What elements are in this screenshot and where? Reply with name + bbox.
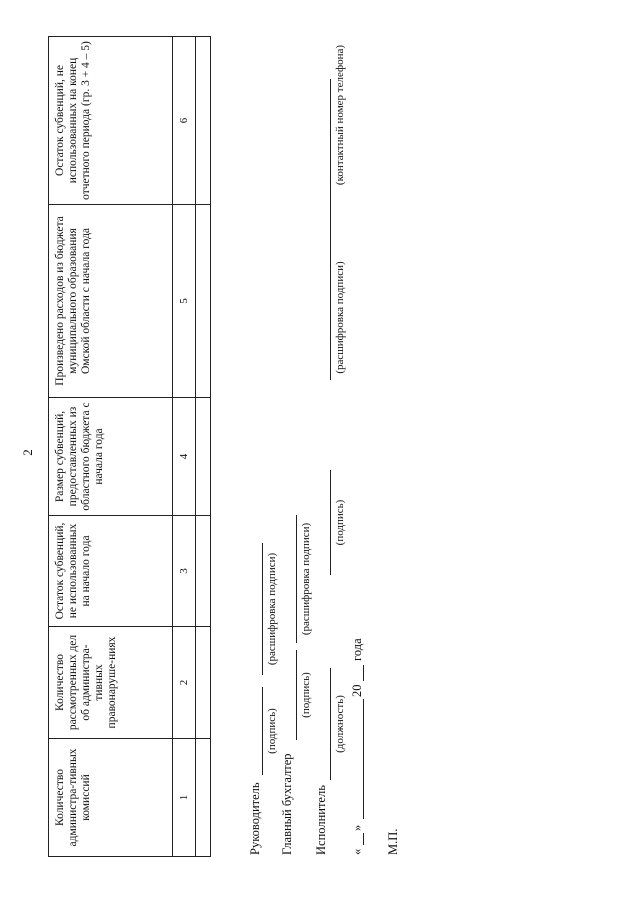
table-cell	[196, 398, 211, 516]
executor-position-line	[330, 668, 331, 780]
date-day-line	[363, 833, 364, 845]
subsidy-report-table	[48, 36, 211, 857]
executor-decoding-caption: (расшифровка подписи)	[334, 261, 346, 374]
date-close-quote: »	[350, 824, 364, 831]
column-number: 1	[173, 739, 196, 857]
column-number: 4	[173, 398, 196, 516]
column-number: 5	[173, 205, 196, 398]
executor-label: Исполнитель	[314, 785, 328, 855]
executor-signature-caption: (подпись)	[334, 499, 346, 546]
date-month-line	[363, 699, 364, 819]
head-decoding-caption: (расшифровка подписи)	[266, 552, 278, 666]
table-cell	[196, 627, 211, 739]
table-header-row	[49, 37, 173, 857]
chief-accountant-label: Главный бухгалтер	[280, 753, 294, 855]
table-data-row	[196, 37, 211, 857]
date-open-quote: «	[350, 848, 364, 855]
executor-phone-caption: (контактный номер телефона)	[334, 44, 346, 186]
date-century: 20	[350, 684, 364, 697]
head-decoding-line	[262, 543, 263, 675]
column-number: 3	[173, 516, 196, 627]
header-cell-balance-end: Остаток субвенций, не использованных на конец отчетного периода (гр. 3 + 4 – 5)	[49, 37, 173, 205]
column-number: 2	[173, 627, 196, 739]
stamp-placeholder: М.П.	[386, 828, 400, 855]
header-cell-subsidies-provided: Размер субвенций, предоставленных из областного бюджета с начала года	[49, 398, 173, 516]
date-year-line	[363, 665, 364, 681]
date-year-word: года	[350, 638, 364, 661]
table-cell	[196, 516, 211, 627]
accountant-decoding-caption: (расшифровка подписи)	[300, 522, 312, 636]
executor-signature-line	[330, 470, 331, 575]
head-signature-caption: (подпись)	[266, 708, 278, 754]
header-cell-commissions: Количество администра-тивных комиссий	[49, 739, 173, 857]
header-cell-balance-start: Остаток субвенций, не использованных на начало года	[49, 516, 173, 627]
executor-position-caption: (должность)	[334, 695, 346, 753]
header-cell-cases: Количество рассмотренных дел об администра-тивных правонаруше-ниях	[49, 627, 173, 739]
table-cell	[196, 739, 211, 857]
head-signature-line	[262, 687, 263, 775]
executor-phone-line	[330, 79, 331, 329]
accountant-decoding-line	[296, 515, 297, 643]
header-cell-expenses: Произведено расходов из бюджета муниципального образования Омской области с начала года	[49, 205, 173, 398]
head-label: Руководитель	[248, 782, 262, 855]
accountant-signature-line	[296, 650, 297, 740]
column-number-row	[173, 37, 196, 857]
column-number: 6	[173, 37, 196, 205]
table-cell	[196, 205, 211, 398]
table-cell	[196, 37, 211, 205]
page-number: 2	[20, 449, 35, 456]
accountant-signature-caption: (подпись)	[300, 672, 312, 718]
